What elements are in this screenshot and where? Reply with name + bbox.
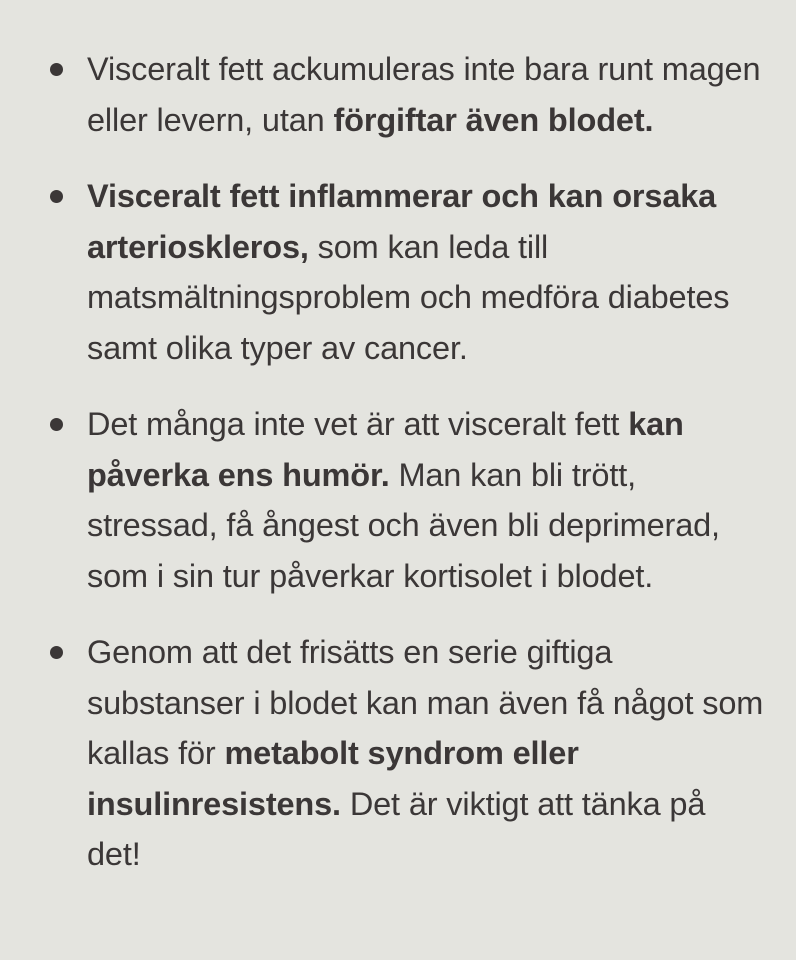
bullet-icon — [50, 418, 63, 431]
list-item — [42, 44, 766, 145]
bullet-icon — [50, 646, 63, 659]
text-segment: Man kan bli trött, stressad, få ångest och även bli deprimerad, som i sin tur påverkar kortisolet i blodet. — [87, 456, 720, 594]
text-segment: som kan leda till matsmältningsproblem och medföra diabetes samt olika typer av cancer. — [87, 228, 730, 366]
list-item — [42, 627, 766, 880]
bold-text-segment: Visceralt fett inflammerar och kan orsaka arterioskleros, — [87, 178, 717, 265]
bold-text-segment: förgiftar även blodet. — [333, 101, 654, 138]
list-item — [42, 171, 766, 373]
list-item — [42, 399, 766, 601]
bold-text-segment: metabolt syndrom eller insulinresistens. — [87, 735, 579, 822]
bullet-list — [42, 44, 766, 880]
bullet-icon — [50, 63, 63, 76]
text-segment: Visceralt fett ackumuleras inte bara runt magen eller levern, utan — [87, 51, 761, 138]
bullet-icon — [50, 190, 63, 203]
text-segment: Genom att det frisätts en serie giftiga substanser i blodet kan man även få något som kallas för — [87, 634, 764, 771]
text-segment: Det många inte vet är att visceralt fett — [87, 406, 629, 442]
bold-text-segment: kan påverka ens humör. — [87, 406, 684, 493]
text-segment: Det är viktigt att tänka på det! — [87, 785, 706, 872]
